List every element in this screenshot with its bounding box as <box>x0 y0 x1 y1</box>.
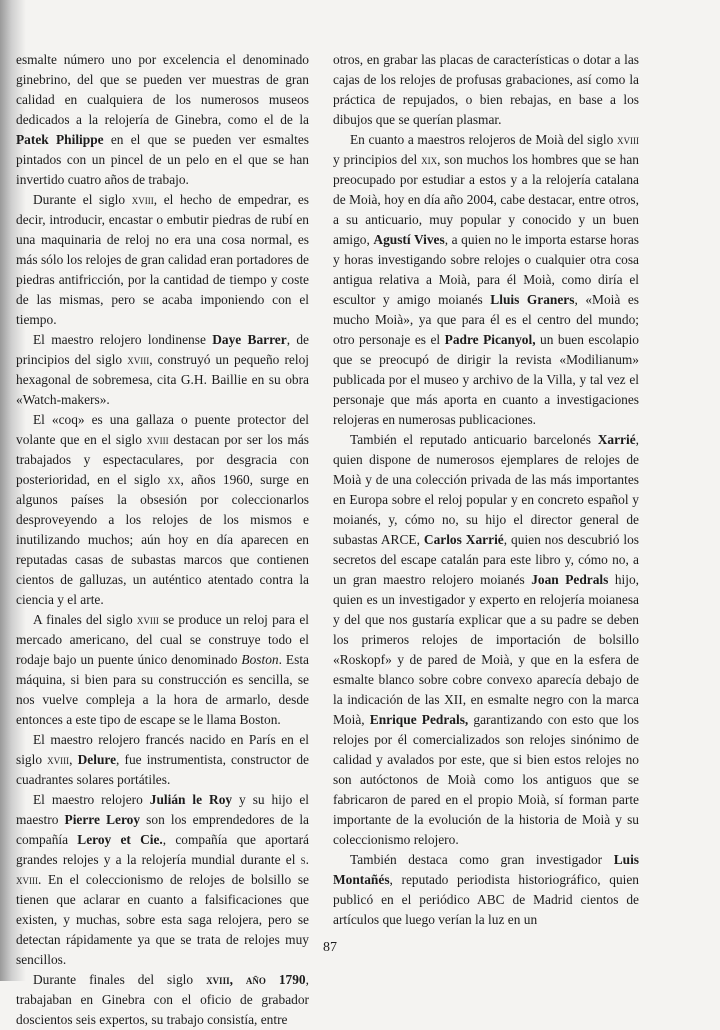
paragraph: El maestro relojero Julián le Roy y su hijo el maestro Pierre Leroy son los emprendedores de la compañía Leroy et Cie., compañía que aportará grandes relojes y a la relojería mundial durante el s. xviii. En el coleccionismo de relojes de bolsillo se tienen que aclarar en cuanto a falsificaciones que existen, y muchas, sobre esta saga relojera, pero se detectan rápidamente ya que se trata de relojes muy sencillos. <box>16 792 310 967</box>
paragraph: El «coq» es una gallaza o puente protector del volante que en el siglo xviii destacan por ser los más trabajados y espectaculares, por desgracia con posterioridad, en el siglo xx, años 1960, surge en algunos países la obsesión por coleccionarlos desproveyendo a los relojes de los mismos e inutilizando muchos; aún hoy en día aparecen en reputadas casas de subastas marcos que contienen cientos de galluzas, un auténtico atentado contra la ciencia y el arte. <box>16 412 309 607</box>
paragraph: Durante el siglo xviii, el hecho de empedrar, es decir, introducir, encastar o embutir piedras de rubí en una maquinaria de reloj no era una cosa normal, es más sólo los relojes de gran calidad eran portadores de piedras antifricción, por la cantidad de tiempo y coste de las mismas, pero se acaba imponiendo con el tiempo. <box>16 192 309 327</box>
paragraph: A finales del siglo xviii se produce un reloj para el mercado americano, del cual se construye todo el rodaje bajo un puente único denominado Boston. Esta máquina, si bien para su construcción es sencilla, se nos vuelve compleja a la hora de armarlo, desde entonces a este tipo de escape se le llama Boston. <box>16 612 309 727</box>
paragraph: El maestro relojero londinense Daye Barrer, de principios del siglo xviii, construyó un pequeño reloj hexagonal de sobremesa, cita G.H. Baillie en su obra «Watch-makers». <box>16 332 309 407</box>
paragraph: El maestro relojero francés nacido en París en el siglo xviii, Delure, fue instrumentista, constructor de cuadrantes solares portátiles. <box>16 732 310 787</box>
paragraph: También destaca como gran investigador Luis Montañés, reputado periodista historiográfico, quien publicó en el periódico ABC de Madrid cientos de artículos que luego verían la luz en un <box>333 852 639 927</box>
paragraph: Durante finales del siglo xviii, año 1790, trabajaban en Ginebra con el oficio de grabador doscientos seis expertos, su trabajo consistía, entre <box>16 972 309 1027</box>
paragraph: En cuanto a maestros relojeros de Moià del siglo xviii y principios del xix, son muchos los hombres que se han preocupado por estudiar a estos y a la relojería catalana de Moià, hoy en día año 2004, cabe destacar, entre otros, a su anticuario, muy popular y conocido y un buen amigo, Agustí Vives, a quien no le importa estarse horas y horas investigando sobre relojes o cualquier otra cosa antigua relativa a Moià, para él Moià, como diría el escultor y amigo moianés Lluis Graners, «Moià es mucho Moià», ya que para él es el centro del mundo; otro personaje es el Padre Picanyol, un buen escolapio que se preocupó de dirigir la revista «Modilianum» publicada por el museo y archivo de la Villa, y tal vez el personaje que más aporta en cuanto a investigaciones relojeras en numerosas publicaciones. <box>333 132 639 427</box>
left-column <box>16 50 309 1030</box>
paragraph: otros, en grabar las placas de características o dotar a las cajas de los relojes de profusas grabaciones, así como la práctica de repujados, o bien rebajas, en base a los dibujos que se querían plasmar. <box>333 52 639 127</box>
page-number: 87 <box>323 940 337 955</box>
paragraph: También el reputado anticuario barcelonés Xarrié, quien dispone de numerosos ejemplares de relojes de Moià y de una colección privada de las más importantes en Europa sobre el reloj popular y en concreto español y moianés, y, cómo no, su hijo el director general de subastas ARCE, Carlos Xarrié, quien nos descubrió los secretos del escape catalán para este libro y, cómo no, a un gran maestro relojero moianés Joan Pedrals hijo, quien es un investigador y experto en relojería moianesa y del que nos gustaría explicar que a su padre se deben los primeros relojes de importación de bolsillo «Roskopf» y de pared de Moià, y que en la esfera de esmalte blanco sobre cobre convexo aparecía debajo de la indicación de las XII, en esmalte negro con la marca Moià, Enrique Pedrals, garantizando con esto que los relojes por él comercializados son relojes sinónimo de calidad y avalados por este, que si bien estos relojes no son autóctonos de Moià como los antiguos que se fabricaron de pared en el propio Moià, sí forman parte importante de la evolución de la historia de Moià y su coleccionismo relojero. <box>333 432 640 847</box>
paragraph: esmalte número uno por excelencia el denominado ginebrino, del que se pueden ver muestras de gran calidad en cualquiera de los numerosos museos dedicados a la relojería de Ginebra, como el de la Patek Philippe en el que se pueden ver esmaltes pintados con un pincel de un pelo en el que se han invertido cuatro años de trabajo. <box>16 52 309 187</box>
right-column <box>333 50 639 930</box>
